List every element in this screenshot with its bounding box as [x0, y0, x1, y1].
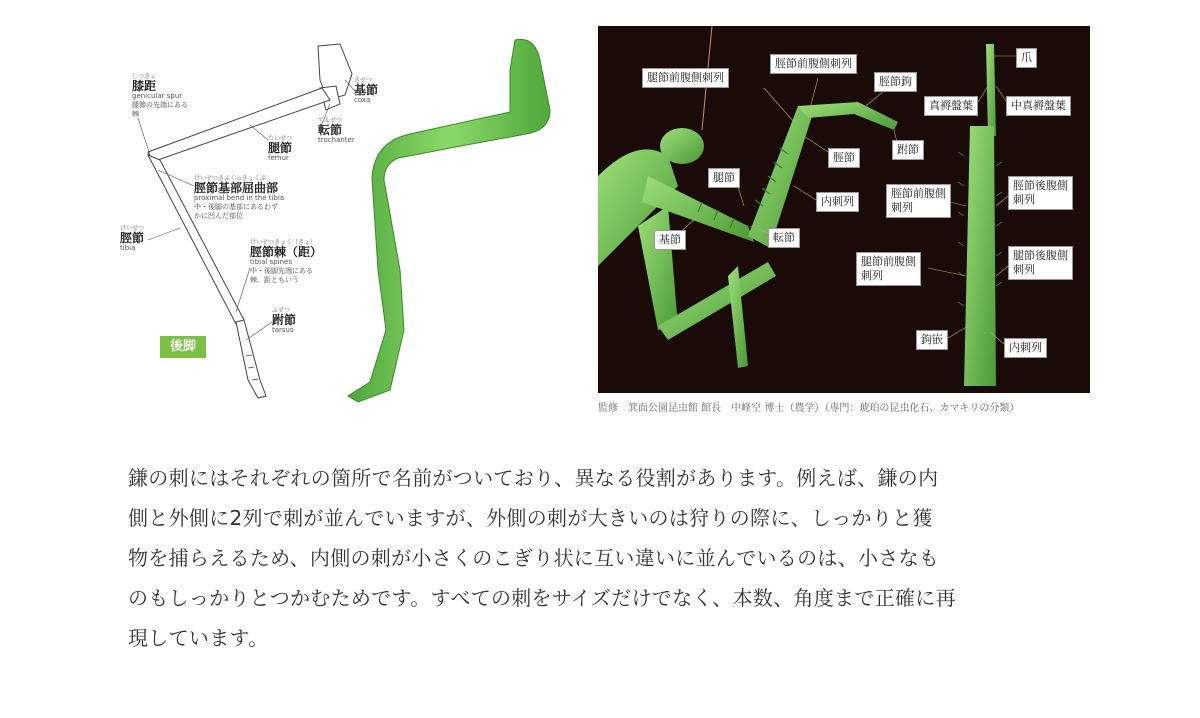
photo-label-true-pulvillus: 真褥盤葉 [924, 96, 978, 116]
photo-label-tarsus: 跗節 [892, 140, 924, 160]
label-tarsus: ふせつ 跗節 tarsus [272, 307, 297, 335]
description-line: のもしっかりとつかむためです。すべての刺をサイズだけでなく、本数、角度まで正確に再 [128, 586, 956, 610]
description-line: 物を捕らえるため、内側の刺が小さくのこぎり状に互い違いに並んでいるのは、小さなも [128, 546, 940, 570]
mantis-photo-panel [598, 26, 1090, 393]
label-trochanter: てんせつ 転節 trochanter [318, 117, 355, 145]
photo-label-coxa: 基節 [654, 230, 686, 250]
photo-label-middle-pulvillus: 中真褥盤葉 [1006, 96, 1071, 116]
photo-label-tibia-anterior-ventral-2: 脛節前腹側 刺列 [886, 184, 951, 218]
description-line: 側と外側に2列で刺が並んでいますが、外側の刺が大きいのは狩りの際に、しっかりと獲 [128, 506, 933, 530]
photo-label-inner-spines: 内刺列 [816, 192, 859, 212]
photo-label-inner-spines-2: 内刺列 [1004, 338, 1047, 358]
label-femur: たいせつ 腿節 femur [268, 135, 293, 163]
label-proximal-bend: けいせつきぶくっきょくぶ 脛節基部屈曲部 proximal bend in the tibia 中・後脚の基部にあるわず かに凹んだ部位 [194, 175, 285, 220]
label-tibia: けいせつ 脛節 tibia [120, 225, 145, 253]
description-line: 鎌の刺にはそれぞれの箇所で名前がついており、異なる役割があります。例えば、鎌の内 [128, 466, 939, 490]
photo-label-tibia: 脛節 [828, 148, 860, 168]
photo-label-femur-anterior-ventral: 腿節前腹側刺列 [642, 68, 729, 88]
description-paragraph [128, 458, 1088, 658]
leg-diagram-panel [0, 0, 590, 420]
photo-label-trochanter: 転節 [768, 228, 800, 248]
photo-label-tibial-hook: 脛節鉤 [874, 72, 917, 92]
description-line: 現しています。 [128, 626, 269, 650]
photo-label-femur-anterior-ventral-2: 腿節前腹側 刺列 [856, 252, 921, 286]
photo-label-interlock: 鉤嵌 [916, 330, 948, 350]
hind-leg-tag: 後脚 [160, 336, 206, 358]
label-coxa: きせつ 基節 coxa [354, 77, 379, 105]
photo-label-femur: 腿節 [708, 168, 740, 188]
credit-text: 監修 箕面公園昆虫館 館長 中峰空 博士（農学）（専門：琥珀の昆虫化石、カマキリの分類） [598, 403, 1020, 414]
photo-label-tibia-posterior-ventral: 脛節後腹側 刺列 [1008, 176, 1073, 210]
photo-label-femur-posterior-ventral: 腿節後腹側 刺列 [1008, 246, 1073, 280]
photo-label-tibia-anterior-ventral: 脛節前腹側刺列 [770, 54, 857, 74]
photo-label-claw: 爪 [1016, 48, 1037, 68]
label-genicular-spur: しつきょ 膝距 genicular spur 腿節の先端にある 棘 [132, 73, 188, 118]
label-tibial-spines: けいせつきょく（きょ） 脛節棘（距） tibial spines 中・後脚先端にある 棘。距ともいう [250, 239, 323, 284]
